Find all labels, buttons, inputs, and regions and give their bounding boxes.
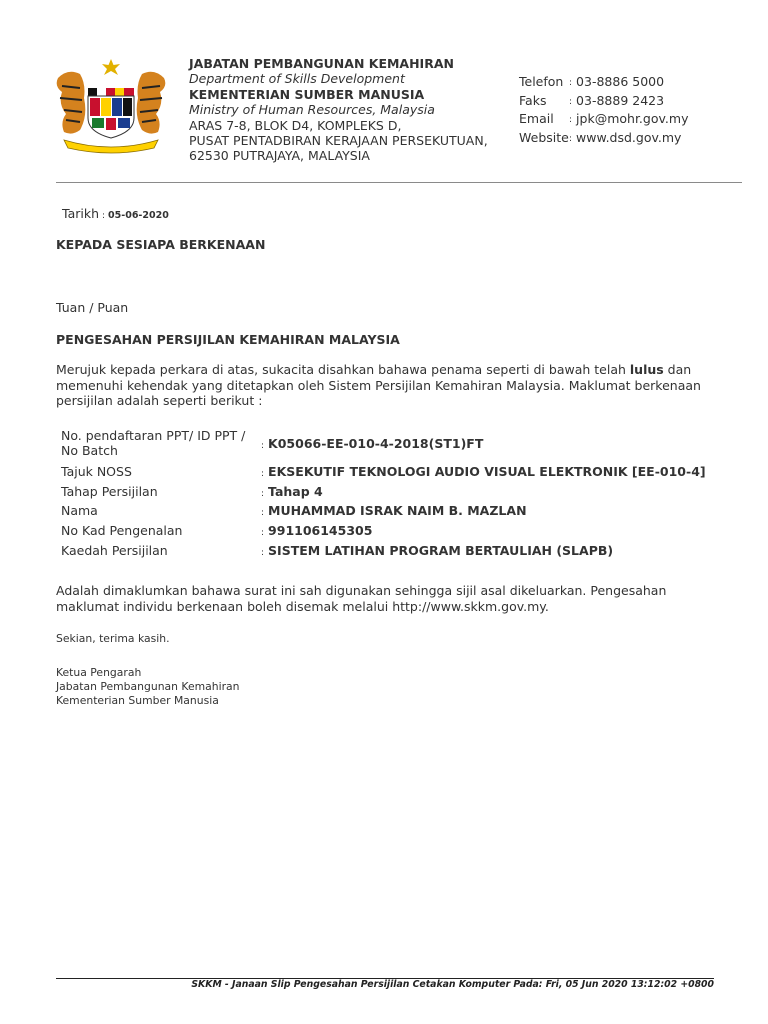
intro-line: memenuhi kehendak yang ditetapkan oleh Sistem Persijilan Kemahiran Malaysia. Maklumat berkenaan xyxy=(56,377,701,393)
closing-line: Adalah dimaklumkan bahawa surat ini sah digunakan sehingga sijil asal dikeluarkan. Pengesahan xyxy=(56,583,667,598)
intro-line: persijilan adalah seperti berikut : xyxy=(56,393,263,408)
contact-label: Website xyxy=(519,129,569,145)
detail-value xyxy=(261,523,372,538)
contact-label: Email xyxy=(519,111,554,127)
detail-value-text: MUHAMMAD ISRAK NAIM B. MAZLAN xyxy=(268,503,527,518)
closing-line: maklumat individu berkenaan boleh disemak melalui http://www.skkm.gov.my. xyxy=(56,598,549,614)
detail-label: Tajuk NOSS xyxy=(61,464,132,479)
contact-value: www.dsd.gov.my xyxy=(576,129,682,145)
ministry-name-malay: KEMENTERIAN SUMBER MANUSIA xyxy=(189,86,425,102)
result-lulus: lulus xyxy=(629,362,664,377)
intro-paragraph xyxy=(56,362,701,409)
address-line: ARAS 7-8, BLOK D4, KOMPLEKS D, xyxy=(189,117,402,133)
contact-fax xyxy=(519,92,688,111)
detail-value xyxy=(261,543,613,558)
separator: : xyxy=(569,96,573,107)
signature-block xyxy=(56,666,239,707)
contact-label: Telefon xyxy=(519,74,564,89)
organization-header xyxy=(189,56,488,164)
contact-email xyxy=(519,110,688,129)
date-label: Tarikh xyxy=(62,206,99,221)
malaysia-coat-of-arms-icon xyxy=(50,58,172,154)
header-divider xyxy=(56,182,742,183)
separator: : xyxy=(102,211,106,221)
separator: : xyxy=(261,528,265,538)
intro-text: dan xyxy=(663,362,692,377)
separator: : xyxy=(261,489,265,499)
closing-paragraph xyxy=(56,583,666,614)
thanks-line: Sekian, terima kasih. xyxy=(56,632,170,645)
footer-print-stamp: SKKM - Janaan Slip Pengesahan Persijilan Cetakan Komputer Pada: Fri, 05 Jun 2020 13:12:02 +0800 xyxy=(191,979,714,990)
detail-label xyxy=(61,428,245,458)
detail-value-text: EKSEKUTIF TEKNOLOGI AUDIO VISUAL ELEKTRONIK [EE-010-4] xyxy=(268,464,706,479)
signatory-department: Jabatan Pembangunan Kemahiran xyxy=(56,679,240,693)
separator: : xyxy=(261,548,265,558)
contact-label: Faks xyxy=(519,92,547,108)
detail-value xyxy=(261,436,483,451)
detail-label-line: No Batch xyxy=(61,443,118,458)
detail-label: Tahap Persijilan xyxy=(61,484,158,499)
separator: : xyxy=(569,78,573,88)
separator: : xyxy=(261,508,265,518)
letter-subject: PENGESAHAN PERSIJILAN KEMAHIRAN MALAYSIA xyxy=(56,332,400,347)
org-name-english: Department of Skills Development xyxy=(189,71,405,87)
detail-value-text: K05066-EE-010-4-2018(ST1)FT xyxy=(268,436,484,451)
address-line: PUSAT PENTADBIRAN KERAJAAN PERSEKUTUAN, xyxy=(189,133,488,149)
detail-label: No Kad Pengenalan xyxy=(61,523,183,538)
separator: : xyxy=(261,441,265,451)
detail-value xyxy=(261,484,323,499)
recipient-line: KEPADA SESIAPA BERKENAAN xyxy=(56,237,266,252)
separator: : xyxy=(569,133,573,144)
letter-date xyxy=(62,206,169,221)
intro-line xyxy=(56,362,701,378)
ministry-name-english: Ministry of Human Resources, Malaysia xyxy=(189,102,435,118)
contact-block xyxy=(519,73,688,147)
org-name-malay: JABATAN PEMBANGUNAN KEMAHIRAN xyxy=(189,56,454,71)
contact-website xyxy=(519,129,688,148)
contact-value: 03-8886 5000 xyxy=(576,74,665,89)
detail-value-text: Tahap 4 xyxy=(268,484,323,499)
salutation: Tuan / Puan xyxy=(56,300,129,315)
detail-value-text: SISTEM LATIHAN PROGRAM BERTAULIAH (SLAPB) xyxy=(268,543,614,558)
detail-label: Nama xyxy=(61,503,98,518)
detail-value-text: 991106145305 xyxy=(268,523,373,538)
detail-label: Kaedah Persijilan xyxy=(61,543,168,558)
detail-label-line: No. pendaftaran PPT/ ID PPT / xyxy=(61,428,246,443)
contact-value: 03-8889 2423 xyxy=(576,92,665,108)
signatory-ministry: Kementerian Sumber Manusia xyxy=(56,693,219,707)
separator: : xyxy=(261,469,265,479)
signatory-title: Ketua Pengarah xyxy=(56,666,142,679)
address-line: 62530 PUTRAJAYA, MALAYSIA xyxy=(189,148,370,164)
intro-text: Merujuk kepada perkara di atas, sukacita disahkan bahawa penama seperti di bawah telah xyxy=(56,362,630,377)
detail-value xyxy=(261,464,706,479)
date-value: 05-06-2020 xyxy=(108,210,169,221)
contact-value: jpk@mohr.gov.my xyxy=(576,111,689,127)
separator: : xyxy=(569,115,573,126)
contact-phone xyxy=(519,73,688,92)
detail-value xyxy=(261,503,527,518)
